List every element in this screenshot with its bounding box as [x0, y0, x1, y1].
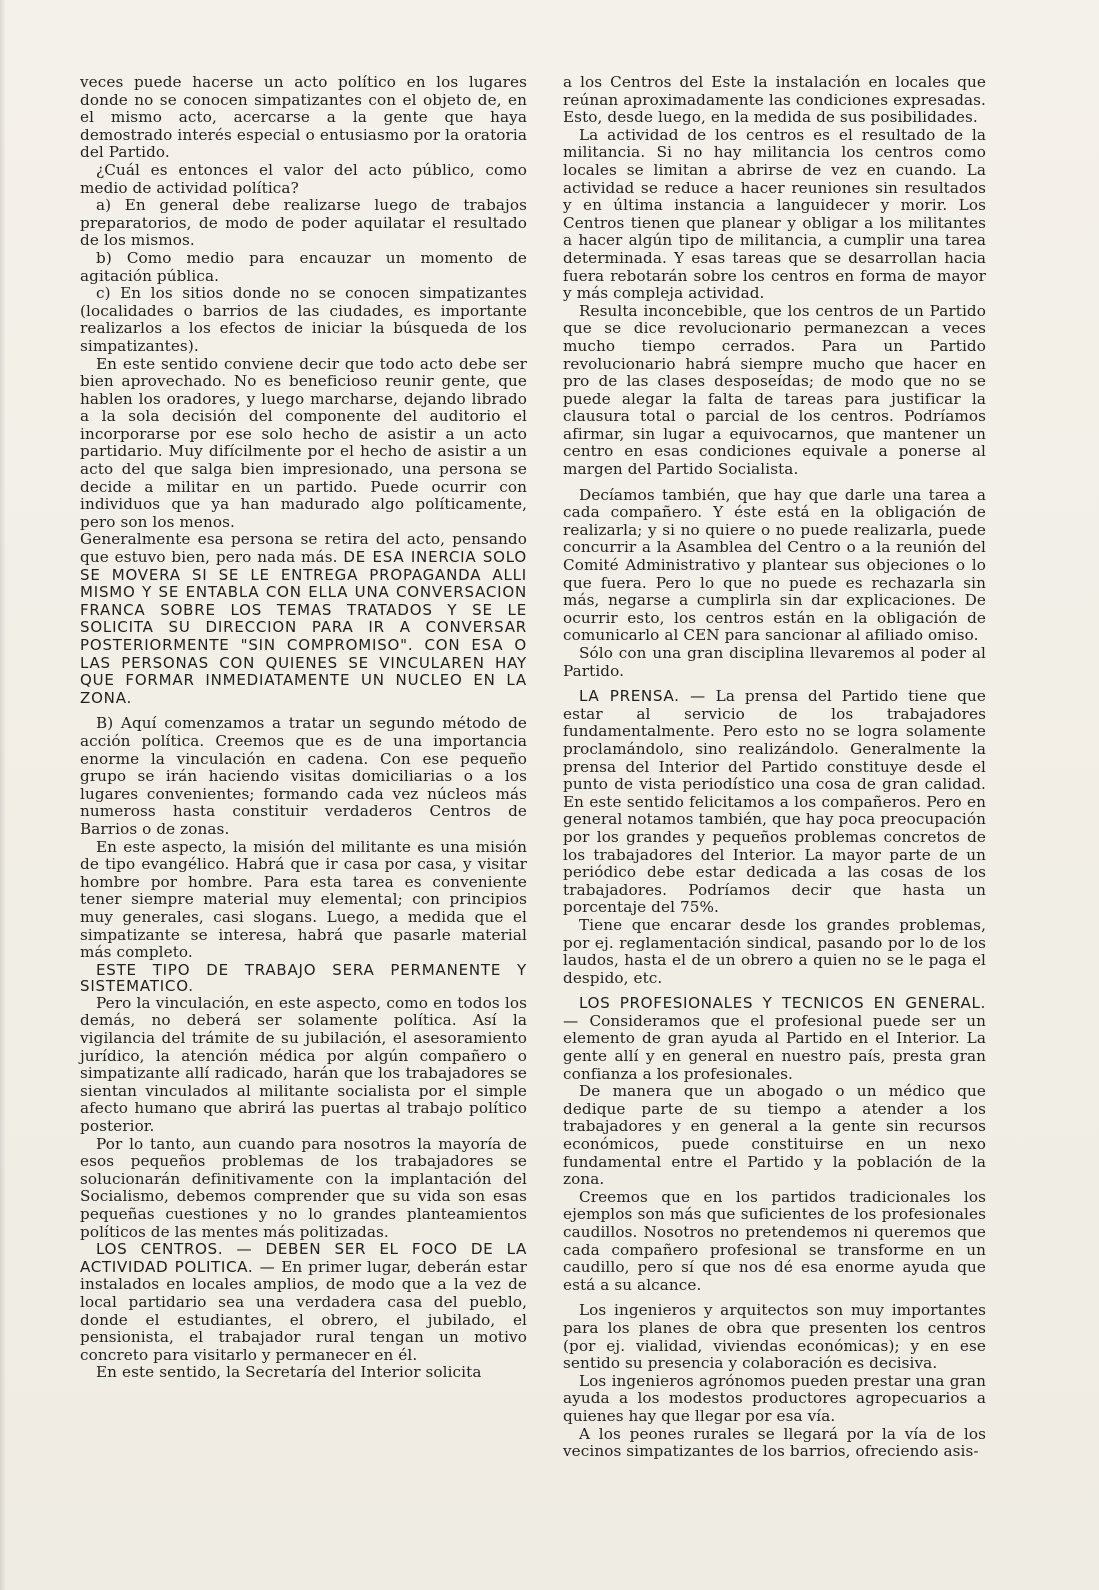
paragraph: De manera que un abogado o un médico que dedique parte de su tiempo a atender a los trabajadores y en general a la gente sin recursos económicos, puede constituirse en un nexo fundamental entre el Partido y la población de la zona.	[563, 1082, 986, 1189]
paragraph: Decíamos también, que hay que darle una tarea a cada compañero. Y éste está en la obligación de realizarla; y si no quiere o no puede realizarla, puede concurrir a la Asamblea del Centro o a la reunión del Comité Administrativo y plantear sus objeciones o lo que fuera. Pero lo que no puede es rechazarla sin más, negarse a cumplirla sin dar explicaciones. De ocurrir esto, los centros están en la obligación de comunicarlo al CEN para sancionar al afiliado omiso.	[563, 485, 986, 645]
paragraph: Por lo tanto, aun cuando para nosotros la mayoría de esos pequeños problemas de los trabajadores se solucionarán definitivamente con la implantación del Socialismo, debemos comprender que su vida son esas pequeñas cuestiones y no lo grandes planteamientos políticos de las mentes más politizadas.	[80, 1134, 527, 1241]
paragraph: La actividad de los centros es el resultado de la militancia. Si no hay militancia los centros como locales se limitan a abrirse de vez en cuando. La actividad se reduce a hacer reuniones sin resultados y en última instancia a languidecer y morir. Los Centros tienen que planear y obligar a los militantes a hacer algún tipo de militancia, a cumplir una tarea determinada. Y esas tareas que se desarrollan hacia fuera rebotarán sobre los centros en forma de mayor y más compleja actividad.	[563, 125, 986, 303]
paragraph: Sólo con una gran disciplina llevaremos al poder al Partido.	[563, 644, 986, 680]
paragraph-text: En primer lugar, deberán estar instalados en locales amplios, de modo que a la vez de local partidario sea una verdadera casa del pueblo, donde el estudiantes, el obrero, el jubilado, el pensionista, el trabajador rural tengan un motivo concreto para visitarlo y permanecer en él.	[80, 1257, 527, 1364]
paragraph: En este aspecto, la misión del militante es una misión de tipo evangélico. Habrá que ir casa por casa, y visitar hombre por hombre. Para esta tarea es conveniente tener siempre material muy elemental; con principios muy generales, casi slogans. Luego, a medida que el simpatizante se interesa, habrá que pasarle material más completo.	[80, 837, 527, 962]
paragraph: c) En los sitios donde no se conocen simpatizantes (localidades o barrios de las ciudades, es importante realizarlos a los efectos de iniciar la búsqueda de los simpatizantes).	[80, 284, 527, 355]
paragraph: Creemos que en los partidos tradicionales los ejemplos son más que suficientes de los profesionales caudillos. Nosotros no pretendemos ni queremos que cada compañero profesional se transforme en un caudillo, pero sí que nos dé esa enorme ayuda que está a su alcance.	[563, 1187, 986, 1294]
page-edge-shadow	[0, 0, 6, 1590]
left-column	[80, 74, 527, 1382]
paragraph	[563, 688, 986, 917]
section-heading: LOS PROFESIONALES Y TECNICOS EN GENERAL. —	[563, 994, 986, 1030]
paragraph	[80, 1241, 527, 1364]
paragraph: Los ingenieros y arquitectos son muy importantes para los planes de obra que presenten los centros (por ej. vialidad, viviendas económicas); y en ese sentido su presencia y colaboración es decisiva.	[563, 1301, 986, 1373]
paragraph	[80, 531, 527, 707]
right-column	[563, 74, 986, 1461]
paragraph: a) En general debe realizarse luego de trabajos preparatorios, de modo de poder aquilatar el resultado de los mismos.	[80, 196, 527, 250]
paragraph: Los ingenieros agrónomos pueden prestar una gran ayuda a los modestos productores agropecuarios a quienes hay que llegar por esa vía.	[563, 1371, 986, 1425]
paragraph-text: Consideramos que el profesional puede ser un elemento de gran ayuda al Partido en el Interior. La gente allí y en general en nuestro país, presta gran confianza a los profesionales.	[563, 1011, 986, 1083]
paragraph: veces puede hacerse un acto político en los lugares donde no se conocen simpatizantes con el objeto de, en el mismo acto, acercarse a la gente que haya demostrado interés especial o entusiasmo por la oratoria del Partido.	[80, 73, 527, 162]
paragraph: En este sentido conviene decir que todo acto debe ser bien aprovechado. No es beneficioso reunir gente, que hablen los oradores, y luego marcharse, dejando librado a la sola decisión del componente del auditorio el incorporarse por ese solo hecho de asistir a un acto partidario. Muy difícilmente por el hecho de asistir a un acto del que salga bien impresionado, una persona se decide a militar en un partido. Puede ocurrir con individuos que ya han madurado algo políticamente, pero son los menos.	[80, 354, 527, 531]
emphasis-caps: DE ESA INERCIA SOLO SE MOVERA SI SE LE ENTREGA PROPAGANDA ALLI MISMO Y SE ENTABLA CON ELLA UNA CONVERSACION FRANCA SOBRE LOS TEMAS TRATADOS Y SE LE SOLICITA SU DIRECCION PARA IR A CONVERSAR POSTERIORMENTE "SIN COMPROMISO". CON ESA O LAS PERSONAS CON QUIENES SE VINCULAREN HAY QUE FORMAR INMEDIATAMENTE UN NUCLEO EN LA ZONA.	[80, 548, 527, 707]
paragraph: Pero la vinculación, en este aspecto, como en todos los demás, no deberá ser solamente política. Así la vigilancia del trámite de su jubilación, el asesoramiento jurídico, la atención médica por algún compañero o simpatizante allí radicado, harán que los trabajadores se sientan vinculados al militante socialista por el simple afecto humano que abrirá las puertas al trabajo político posterior.	[80, 993, 527, 1136]
paragraph: a los Centros del Este la instalación en locales que reúnan aproximadamente las condiciones expresadas. Esto, desde luego, en la medida de sus posibilidades.	[563, 73, 986, 127]
paragraph: Tiene que encarar desde los grandes problemas, por ej. reglamentación sindical, pasando por lo de los laudos, hasta el de un obrero a quien no se le paga el despido, etc.	[563, 915, 986, 987]
paragraph	[563, 995, 986, 1083]
paragraph: A los peones rurales se llegará por la vía de los vecinos simpatizantes de los barrios, ofreciendo asis-	[563, 1424, 986, 1461]
paragraph: En este sentido, la Secretaría del Interior solicita	[96, 1363, 482, 1382]
paragraph: b) Como medio para encauzar un momento de agitación pública.	[80, 248, 527, 285]
emphasis-caps: ESTE TIPO DE TRABAJO SERA PERMANENTE Y SISTEMATICO.	[80, 960, 527, 996]
section-heading: LA PRENSA. —	[579, 687, 706, 706]
paragraph-text: Generalmente esa persona se retira del acto, pensando que estuvo bien, pero nada más.	[80, 530, 527, 567]
paragraph: Resulta inconcebible, que los centros de un Partido que se dice revolucionario permanezcan a veces mucho tiempo cerrados. Para un Partido revolucionario habrá siempre mucho que hacer en pro de las clases desposeídas; de modo que no se puede alegar la falta de tareas para justificar la clausura total o parcial de los centros. Podríamos afirmar, sin lugar a equivocarnos, que mantener un centro en esas condiciones equivale a ponerse al margen del Partido Socialista.	[563, 301, 986, 479]
section-heading: LOS CENTROS. — DEBEN SER EL FOCO DE LA ACTIVIDAD POLITICA. —	[80, 1240, 527, 1276]
paragraph: ¿Cuál es entonces el valor del acto público, como medio de actividad política?	[80, 160, 527, 197]
paragraph-text: La prensa del Partido tiene que estar al servicio de los trabajadores fundamentalmente. Pero esto no se logra solamente proclamándolo, sino realizándolo. Generalmente la prensa del Interior del Partido constituye desde el punto de vista periodístico una cosa de gran calidad. En este sentido felicitamos a los compañeros. Pero en general notamos también, que hay poca preocupación por los grandes y pequeños problemas concretos de los trabajadores del Interior. La mayor parte de un periódico debe estar dedicada a las cosas de los trabajadores. Podríamos decir que hasta un porcentaje del 75%.	[563, 687, 986, 917]
paragraph: B) Aquí comenzamos a tratar un segundo método de acción política. Creemos que es de una importancia enorme la vinculación en cadena. Con ese pequeño grupo se irán haciendo visitas domiciliarias o a los lugares convenientes; formando cada vez núcleos más numeross hasta constituir verdaderos Centros de Barrios o de zonas.	[80, 714, 527, 838]
